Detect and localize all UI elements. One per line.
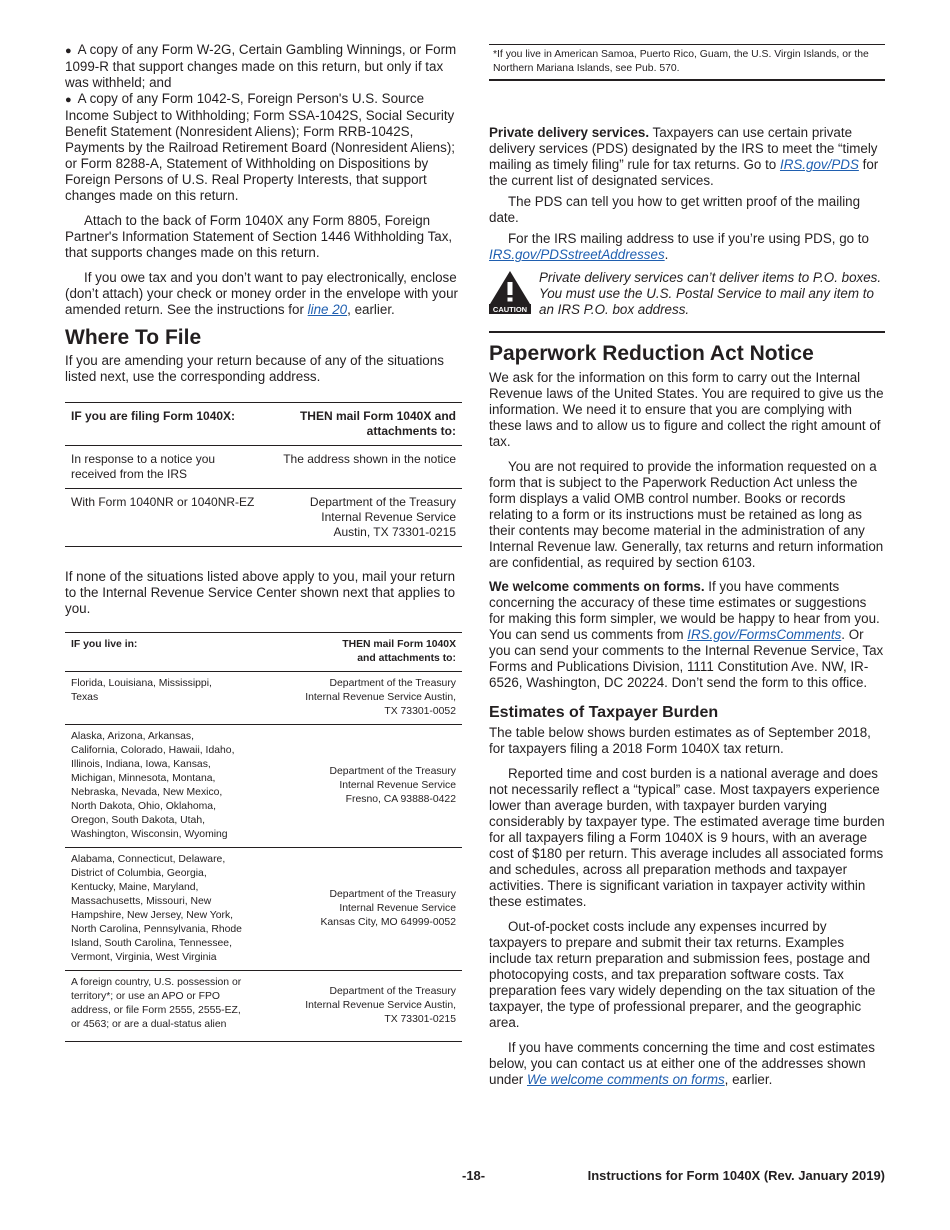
caution-text: Private delivery services can’t deliver items to P.O. boxes. You must use the U.S. Postal Service to mail any item to an IRS P.O. box address. [539,270,882,317]
burden-paragraph-3: Out-of-pocket costs include any expenses incurred by taxpayers to prepare and submit their tax returns. Examples include tax return preparation and submission fees, postage and photocopying costs, and tax preparation software costs. Tax preparation fees vary widely depending on the tax situation of the taxpayer, the type of professional preparer, and the geographic area. [489,919,876,1030]
line-20-link[interactable]: line 20 [307,302,348,317]
burden-paragraph-2: Reported time and cost burden is a national average and does not necessarily reflect a “typical” case. Most taxpayers experience lower than average burden, with taxpayer burden varying considerably by taxpayer type. The estimated average time burden for all taxpayers filing a Form 1040X is 9 hours, with an average cost of $180 per return. This average includes all associated forms and schedules, across all preparation methods and taxpayer activities. There is significant variation in taxpayer activity within these estimates. [489,766,885,909]
welcome-comments-link[interactable]: We welcome comments on forms [526,1072,725,1087]
pds-address-end: . [664,247,669,262]
pds-address-text: For the IRS mailing address to use if you’re using PDS, go to [508,231,869,246]
welcome-text-end: . Or you can send your comments to the Internal Revenue Service, Tax Forms and Publications Division, 1111 Constitution Ave. NW, IR-6526, Washington, DC 20224. Don’t send the form to this office. [489,627,884,690]
table-row [65,489,462,547]
pds-paragraph [489,125,885,189]
table-cell-right: Department of the Treasury Internal Revenue Service Fresno, CA 93888-0422 [264,725,463,848]
bullet-icon: ● [65,45,72,57]
table-cell-left: A foreign country, U.S. possession or territory*; or use an APO or FPO address, or file Form 2555, 2555-EZ, or 4563; or are a dual-status alien [65,971,264,1042]
pds-text: Taxpayers can use certain private delivery services (PDS) designated by the IRS to meet the “timely mailing as timely filing” rule for tax returns. Go to [489,125,878,172]
irs-pds-link[interactable]: IRS.gov/PDS [779,157,859,172]
filing-table [65,402,462,547]
pds-address-paragraph [489,231,885,263]
welcome-lead: We welcome comments on forms. [489,579,705,594]
table-cell-left: Alabama, Connecticut, Delaware, District of Columbia, Georgia, Kentucky, Maine, Maryland, Massachusetts, Missouri, New Hampshire, New Jersey, New York, North Carolina, Pennsylvania, Rhode Island, South Carolina, Tennessee, Vermont, Virginia, West Virginia [65,848,264,971]
where-to-file-heading: Where To File [65,326,202,349]
pds-street-addresses-link[interactable]: IRS.gov/PDSstreetAddresses [489,247,665,262]
table-cell-left: In response to a notice you received from the IRS [65,446,264,489]
left-column [65,42,462,1042]
none-paragraph: If none of the situations listed above apply to you, mail your return to the Internal Revenue Service Center shown next that applies to you. [65,569,456,616]
owe-paragraph [65,270,462,318]
table-cell-right: The address shown in the notice [264,446,463,489]
table-cell-right: Department of the Treasury Internal Revenue Service Austin, TX 73301-0052 [264,672,463,725]
where-intro: If you are amending your return because of any of the situations listed next, use the corresponding address. [65,353,444,384]
table-row [65,971,462,1042]
table-header-row [65,403,462,446]
table-cell-right: Department of the Treasury Internal Revenue Service Austin, TX 73301-0215 [264,489,463,547]
attach-paragraph: Attach to the back of Form 1040X any Form 8805, Foreign Partner's Information Statement of Section 1446 Withholding Tax, that supports changes made on this return. [65,213,453,260]
right-column [489,44,885,1088]
pds-text-end: for the current list of designated services. [489,157,879,188]
bullet-icon: ● [65,94,72,106]
table-cell-left: Florida, Louisiana, Mississippi, Texas [65,672,264,725]
footer-title: Instructions for Form 1040X (Rev. January 2019) [587,1168,885,1183]
table-header-left: IF you live in: [65,633,264,672]
page-number: -18- [462,1168,486,1183]
burden-p4-end: , earlier. [724,1072,773,1087]
welcome-text: If you have comments concerning the accuracy of these time estimates or suggestions for making this form simpler, we would be happy to hear from you. You can send us comments from [489,579,880,642]
owe-text-end: , earlier. [347,302,395,317]
welcome-paragraph [489,579,885,691]
table-cell-left: With Form 1040NR or 1040NR-EZ [65,489,264,547]
pra-paragraph-1: We ask for the information on this form to carry out the Internal Revenue laws of the United States. You are required to give us the information. We need it to ensure that you are complying with these laws and to allow us to figure and collect the right amount of tax. [489,370,884,449]
pds-lead: Private delivery services. [489,125,650,140]
table-row [65,848,462,971]
section-divider [489,331,885,333]
table-header-right: THEN mail Form 1040X and attachments to: [264,633,463,672]
table-cell-right: Department of the Treasury Internal Revenue Service Austin, TX 73301-0215 [264,971,463,1042]
table-cell-left: Alaska, Arizona, Arkansas, California, Colorado, Hawaii, Idaho, Illinois, Indiana, Iowa, Kansas, Michigan, Minnesota, Montana, Nebraska, Nevada, New Mexico, North Dakota, Ohio, Oklahoma, Oregon, South Dakota, Utah, Washington, Wisconsin, Wyoming [65,725,264,848]
pra-paragraph-2: You are not required to provide the information requested on a form that is subject to the Paperwork Reduction Act unless the form displays a valid OMB control number. Books or records relating to a form or its instructions must be retained as long as their contents may become material in the administration of any Internal Revenue law. Generally, tax returns and return information are confidential, as required by section 6103. [489,459,884,570]
owe-text: If you owe tax and you don’t want to pay electronically, enclose (don’t attach) your check or money order in the envelope with your amended return. See the instructions for [65,270,458,317]
table-header-row [65,633,462,672]
burden-paragraph-1: The table below shows burden estimates as of September 2018, for taxpayers filing a 2018 Form 1040X tax return. [489,725,871,756]
burden-p4-text: If you have comments concerning the time and cost estimates below, you can contact us at either one of the addresses shown under [489,1040,875,1087]
bullet-item [65,42,462,91]
table-row [65,672,462,725]
caution-label: CAUTION [492,305,528,314]
caution-icon [489,270,531,314]
page-footer [0,1168,950,1188]
table-row [65,446,462,489]
table-header-left: IF you are filing Form 1040X: [65,403,264,446]
bullet-text: A copy of any Form 1042-S, Foreign Person's U.S. Source Income Subject to Withholding; Form SSA-1042S, Social Security Benefit Statement (Nonresident Aliens); Form RRB-1042S, Payments by the Railroad Retirement Board (Nonresident Aliens); or Form 8288-A, Statement of Withholding on Dispositions by Foreign Persons of U.S. Real Property Interests, that support changes made on this return. [65,91,456,203]
pra-heading: Paperwork Reduction Act Notice [489,342,814,365]
bullet-item [65,91,462,204]
table-header-right: THEN mail Form 1040X and attachments to: [264,403,463,446]
burden-heading: Estimates of Taxpayer Burden [489,704,719,721]
pds-proof-paragraph: The PDS can tell you how to get written proof of the mailing date. [489,194,861,225]
table-row [65,725,462,848]
territory-footnote: *If you live in American Samoa, Puerto Rico, Guam, the U.S. Virgin Islands, or the Northern Mariana Islands, see Pub. 570. [489,44,885,81]
state-table [65,632,462,1042]
caution-box [489,270,885,318]
table-cell-right: Department of the Treasury Internal Revenue Service Kansas City, MO 64999-0052 [264,848,463,971]
forms-comments-link[interactable]: IRS.gov/FormsComments [687,627,842,642]
bullet-text: A copy of any Form W-2G, Certain Gambling Winnings, or Form 1099-R that support changes made on this return, but only if tax was withheld; and [65,42,457,90]
burden-paragraph-4 [489,1040,885,1088]
